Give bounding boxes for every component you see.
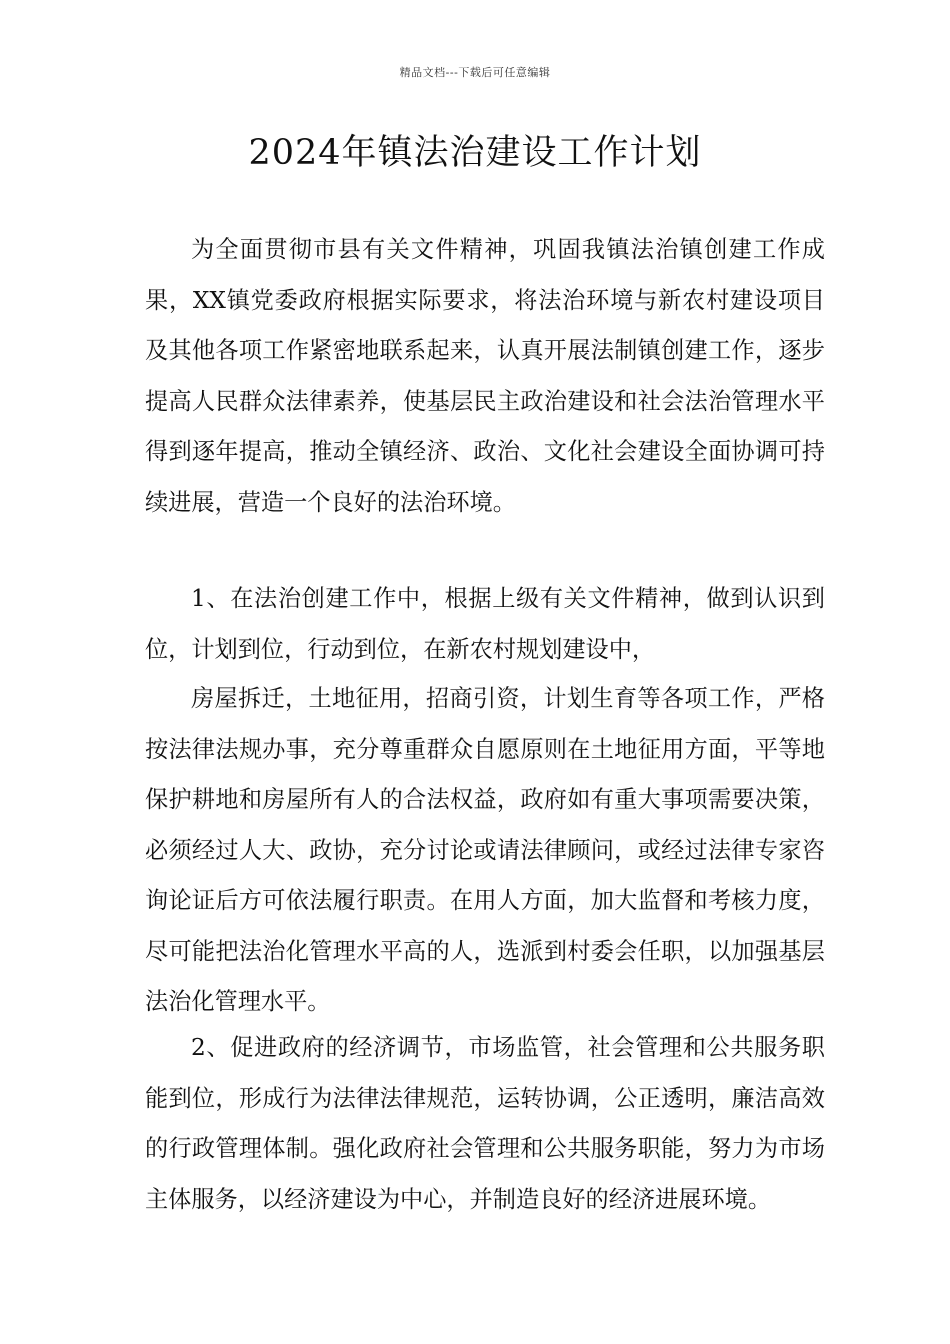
- item-1-paragraph: 1、在法治创建工作中，根据上级有关文件精神，做到认识到位，计划到位，行动到位，在新农村规划建设中，: [145, 585, 825, 663]
- intro-paragraph: 为全面贯彻市县有关文件精神，巩固我镇法治镇创建工作成果，XX镇党委政府根据实际要求，将法治环境与新农村建设项目及其他各项工作紧密地联系起来，认真开展法制镇创建工作，逐步提高人民群众法律素养，使基层民主政治建设和社会法治管理水平得到逐年提高，推动全镇经济、政治、文化社会建设全面协调可持续进展，营造一个良好的法治环境。: [145, 236, 825, 516]
- document-title: 2024年镇法治建设工作计划: [248, 133, 702, 173]
- page-header-note: 精品文档---下载后可任意编辑: [399, 66, 551, 79]
- item-1-continuation-paragraph: 房屋拆迁，土地征用，招商引资，计划生育等各项工作，严格按法律法规办事，充分尊重群众自愿原则在土地征用方面，平等地保护耕地和房屋所有人的合法权益，政府如有重大事项需要决策，必须经过人大、政协，充分讨论或请法律顾问，或经过法律专家咨询论证后方可依法履行职责。在用人方面，加大监督和考核力度，尽可能把法治化管理水平高的人，选派到村委会任职，以加强基层法治化管理水平。: [145, 685, 825, 1015]
- item-2-paragraph: 2、促进政府的经济调节，市场监管，社会管理和公共服务职能到位，形成行为法律法律规范，运转协调，公正透明，廉洁高效的行政管理体制。强化政府社会管理和公共服务职能，努力为市场主体服务，以经济建设为中心，并制造良好的经济进展环境。: [145, 1034, 825, 1213]
